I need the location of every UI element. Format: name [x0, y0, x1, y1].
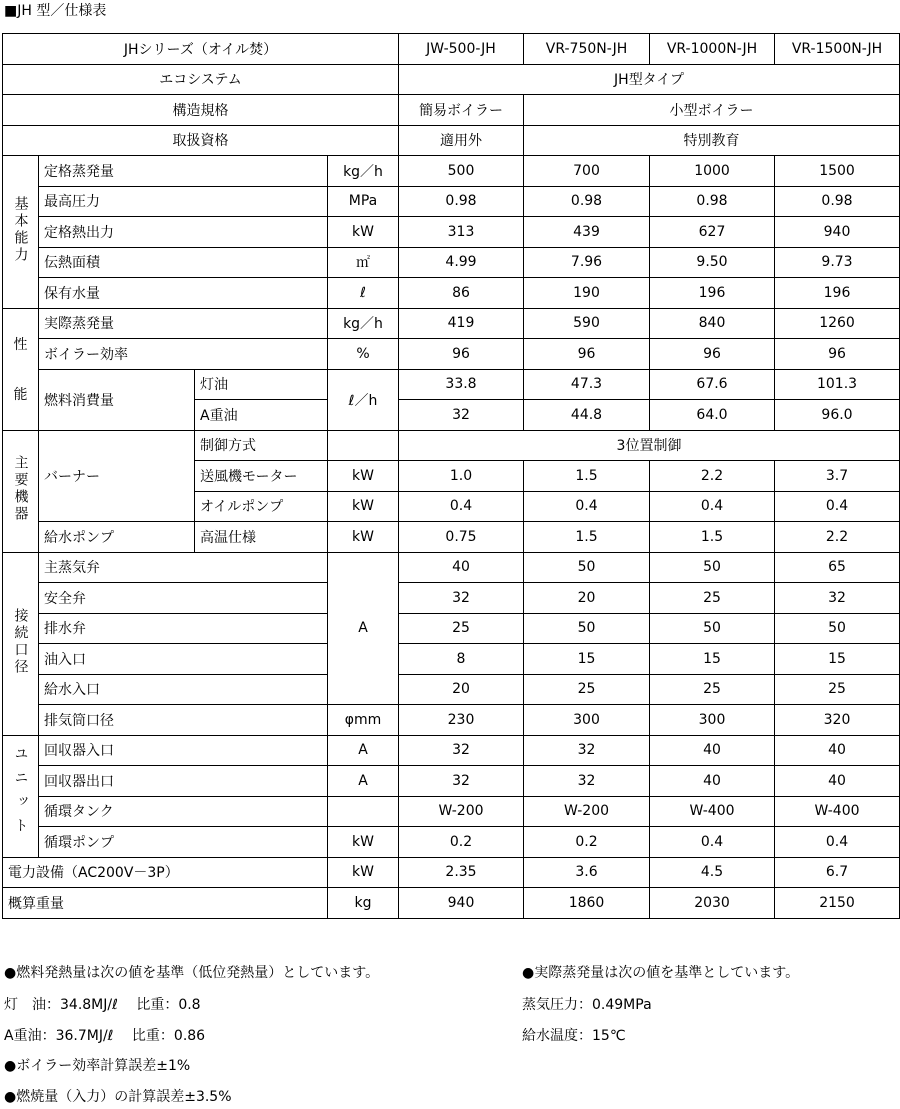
- cell-value: 50: [524, 613, 650, 644]
- cell-value: 2030: [650, 888, 775, 919]
- cell-value: 1000: [650, 156, 775, 187]
- row-label: 概算重量: [3, 888, 328, 919]
- cell-value: 419: [399, 308, 524, 339]
- cell-value: 15: [650, 644, 775, 675]
- row-label: 油入口: [39, 644, 328, 675]
- cell-value: W-400: [650, 796, 775, 827]
- group-text: 接続口径: [12, 607, 29, 676]
- cell-value: 1260: [775, 308, 900, 339]
- unit-cell: %: [328, 339, 399, 370]
- cell-value: 0.4: [650, 827, 775, 858]
- table-row: [3, 339, 900, 370]
- table-row: [3, 369, 900, 400]
- cell-value: 101.3: [775, 369, 900, 400]
- cell-value: 47.3: [524, 369, 650, 400]
- row-label: 排水弁: [39, 613, 328, 644]
- table-row: [3, 644, 900, 675]
- cell-value: 300: [524, 705, 650, 736]
- cell-value: 15: [775, 644, 900, 675]
- cell-value: 特別教育: [524, 125, 900, 156]
- cell-value: 32: [399, 735, 524, 766]
- cell-value: 96: [650, 339, 775, 370]
- table-row: [3, 552, 900, 583]
- cell-value: 32: [524, 735, 650, 766]
- cell-value: 20: [524, 583, 650, 614]
- sub-label: 制御方式: [195, 430, 328, 461]
- table-row: [3, 156, 900, 187]
- table-row: [3, 278, 900, 309]
- note-steam-pressure: 蒸気圧力：0.49MPa: [522, 997, 652, 1013]
- cell-value: 8: [399, 644, 524, 675]
- cell-value: 適用外: [399, 125, 524, 156]
- cell-value: 0.4: [524, 491, 650, 522]
- row-label: 電力設備（AC200V－3P）: [3, 857, 328, 888]
- table-row: [3, 888, 900, 919]
- cell-value: 700: [524, 156, 650, 187]
- cell-value: 96.0: [775, 400, 900, 431]
- cell-value: 32: [399, 766, 524, 797]
- cell-value: 2.2: [775, 522, 900, 553]
- unit-cell: A: [328, 766, 399, 797]
- unit-cell: kW: [328, 461, 399, 492]
- table-row: [3, 217, 900, 248]
- cell-value: 25: [524, 674, 650, 705]
- sub-label: A重油: [195, 400, 328, 431]
- cell-value: 6.7: [775, 857, 900, 888]
- unit-cell: kg／h: [328, 308, 399, 339]
- cell-value: 25: [775, 674, 900, 705]
- unit-cell: kW: [328, 491, 399, 522]
- cell-value: W-200: [399, 796, 524, 827]
- cell-value: 96: [775, 339, 900, 370]
- cell-value: 15: [524, 644, 650, 675]
- table-row: [3, 766, 900, 797]
- table-row: [3, 95, 900, 126]
- cell-value: 313: [399, 217, 524, 248]
- row-label: 安全弁: [39, 583, 328, 614]
- row-label: 循環タンク: [39, 796, 328, 827]
- row-label: 燃料消費量: [39, 369, 195, 430]
- group-label: [3, 156, 39, 309]
- cell-value: 33.8: [399, 369, 524, 400]
- cell-value: 64.0: [650, 400, 775, 431]
- cell-value: 96: [399, 339, 524, 370]
- cell-value: 44.8: [524, 400, 650, 431]
- cell-value: 0.4: [650, 491, 775, 522]
- cell-value: 9.73: [775, 247, 900, 278]
- cell-value: 25: [650, 674, 775, 705]
- series-label: JHシリーズ（オイル焚）: [3, 34, 399, 65]
- cell-value: W-200: [524, 796, 650, 827]
- cell-value: 0.75: [399, 522, 524, 553]
- cell-value: 32: [524, 766, 650, 797]
- row-label: バーナー: [39, 430, 195, 522]
- group-text: 基本能力: [12, 195, 29, 264]
- table-row: [3, 583, 900, 614]
- cell-value: 0.2: [524, 827, 650, 858]
- cell-value: 0.98: [399, 186, 524, 217]
- cell-value: 2150: [775, 888, 900, 919]
- note-fuel-basis: ●燃料発熱量は次の値を基準（低位発熱量）としています。: [4, 965, 380, 981]
- table-row: [3, 796, 900, 827]
- row-label: 回収器入口: [39, 735, 328, 766]
- cell-value: 25: [650, 583, 775, 614]
- unit-cell: A: [328, 735, 399, 766]
- table-row: [3, 522, 900, 553]
- note-heavy-oil: A重油：36.7MJ/ℓ 比重：0.86: [4, 1028, 206, 1044]
- cell-value: 67.6: [650, 369, 775, 400]
- page-title: ■JH 型／仕様表: [4, 3, 107, 19]
- unit-cell: kW: [328, 217, 399, 248]
- cell-value: 0.4: [399, 491, 524, 522]
- cell-value: 4.5: [650, 857, 775, 888]
- table-row: [3, 186, 900, 217]
- table-row: [3, 674, 900, 705]
- group-text: ユニット: [12, 746, 29, 842]
- cell-value: 439: [524, 217, 650, 248]
- cell-value: 25: [399, 613, 524, 644]
- cell-value: 1860: [524, 888, 650, 919]
- row-label: ボイラー効率: [39, 339, 328, 370]
- row-label: 保有水量: [39, 278, 328, 309]
- cell-value: 230: [399, 705, 524, 736]
- group-label: [3, 735, 39, 857]
- unit-cell: MPa: [328, 186, 399, 217]
- cell-value: 50: [650, 552, 775, 583]
- cell-value: 小型ボイラー: [524, 95, 900, 126]
- sub-label: 送風機モーター: [195, 461, 328, 492]
- spec-table: [2, 33, 900, 919]
- group-text: 性: [13, 337, 28, 353]
- cell-value: 9.50: [650, 247, 775, 278]
- group-text: 能: [13, 387, 28, 403]
- row-label: エコシステム: [3, 64, 399, 95]
- cell-value: 2.35: [399, 857, 524, 888]
- row-label: 構造規格: [3, 95, 399, 126]
- cell-value: 40: [650, 766, 775, 797]
- cell-value: 196: [650, 278, 775, 309]
- cell-value: 940: [399, 888, 524, 919]
- cell-value: 196: [775, 278, 900, 309]
- cell-value: 940: [775, 217, 900, 248]
- cell-value: 1.5: [524, 522, 650, 553]
- note-combustion-error: ●燃焼量（入力）の計算誤差±3.5%: [4, 1089, 232, 1105]
- row-label: 伝熱面積: [39, 247, 328, 278]
- sub-label: オイルポンプ: [195, 491, 328, 522]
- cell-value: 32: [775, 583, 900, 614]
- note-kerosene: 灯 油：34.8MJ/ℓ 比重：0.8: [4, 997, 201, 1013]
- table-row: [3, 125, 900, 156]
- row-label: 定格蒸発量: [39, 156, 328, 187]
- row-label: 排気筒口径: [39, 705, 328, 736]
- unit-cell: ℓ／h: [328, 369, 399, 430]
- cell-value: 40: [650, 735, 775, 766]
- cell-value: 7.96: [524, 247, 650, 278]
- cell-value: 0.2: [399, 827, 524, 858]
- cell-value: 20: [399, 674, 524, 705]
- cell-value: JH型タイプ: [399, 64, 900, 95]
- cell-value: 500: [399, 156, 524, 187]
- cell-value: 1.0: [399, 461, 524, 492]
- note-feedwater-temp: 給水温度：15℃: [522, 1028, 626, 1044]
- unit-cell: [328, 430, 399, 461]
- table-row: [3, 430, 900, 461]
- cell-value: 32: [399, 400, 524, 431]
- table-row: [3, 857, 900, 888]
- cell-value: 0.4: [775, 491, 900, 522]
- group-label: [3, 430, 39, 552]
- unit-cell: ℓ: [328, 278, 399, 309]
- model-name: VR-1500N-JH: [775, 34, 900, 65]
- row-label: 主蒸気弁: [39, 552, 328, 583]
- row-label: 給水入口: [39, 674, 328, 705]
- unit-cell: kg／h: [328, 156, 399, 187]
- unit-cell: kW: [328, 827, 399, 858]
- unit-cell: ㎡: [328, 247, 399, 278]
- cell-value: 50: [775, 613, 900, 644]
- sub-label: 灯油: [195, 369, 328, 400]
- cell-value: 3.7: [775, 461, 900, 492]
- cell-value: 50: [524, 552, 650, 583]
- cell-value: 40: [775, 735, 900, 766]
- cell-value: 300: [650, 705, 775, 736]
- cell-value: 1500: [775, 156, 900, 187]
- cell-value: 590: [524, 308, 650, 339]
- table-row: [3, 308, 900, 339]
- row-label: 定格熱出力: [39, 217, 328, 248]
- row-label: 最高圧力: [39, 186, 328, 217]
- table-row: [3, 64, 900, 95]
- cell-value: 簡易ボイラー: [399, 95, 524, 126]
- cell-value: 96: [524, 339, 650, 370]
- cell-value: 3位置制御: [399, 430, 900, 461]
- cell-value: 3.6: [524, 857, 650, 888]
- row-label: 実際蒸発量: [39, 308, 328, 339]
- table-row: [3, 827, 900, 858]
- sub-label: 高温仕様: [195, 522, 328, 553]
- cell-value: 32: [399, 583, 524, 614]
- row-label: 給水ポンプ: [39, 522, 195, 553]
- cell-value: 0.98: [650, 186, 775, 217]
- cell-value: 190: [524, 278, 650, 309]
- note-efficiency-error: ●ボイラー効率計算誤差±1%: [4, 1058, 191, 1074]
- table-row: [3, 613, 900, 644]
- cell-value: 40: [399, 552, 524, 583]
- group-text: 主要機器: [12, 455, 29, 523]
- cell-value: 0.4: [775, 827, 900, 858]
- unit-cell: kg: [328, 888, 399, 919]
- cell-value: 320: [775, 705, 900, 736]
- unit-cell: [328, 796, 399, 827]
- cell-value: 65: [775, 552, 900, 583]
- unit-cell: φmm: [328, 705, 399, 736]
- cell-value: 50: [650, 613, 775, 644]
- cell-value: 2.2: [650, 461, 775, 492]
- row-label: 取扱資格: [3, 125, 399, 156]
- table-row: [3, 705, 900, 736]
- unit-cell: kW: [328, 857, 399, 888]
- cell-value: 0.98: [775, 186, 900, 217]
- row-label: 回収器出口: [39, 766, 328, 797]
- row-label: 循環ポンプ: [39, 827, 328, 858]
- cell-value: 0.98: [524, 186, 650, 217]
- cell-value: 840: [650, 308, 775, 339]
- model-name: JW-500-JH: [399, 34, 524, 65]
- unit-cell: A: [328, 552, 399, 705]
- model-name: VR-750N-JH: [524, 34, 650, 65]
- cell-value: 627: [650, 217, 775, 248]
- table-row: [3, 247, 900, 278]
- table-row: [3, 735, 900, 766]
- cell-value: 86: [399, 278, 524, 309]
- cell-value: 1.5: [650, 522, 775, 553]
- model-name: VR-1000N-JH: [650, 34, 775, 65]
- group-label: [3, 552, 39, 735]
- cell-value: 40: [775, 766, 900, 797]
- cell-value: 1.5: [524, 461, 650, 492]
- cell-value: 4.99: [399, 247, 524, 278]
- note-evaporation-basis: ●実際蒸発量は次の値を基準としています。: [522, 965, 800, 981]
- group-label: [3, 308, 39, 430]
- table-row: [3, 34, 900, 65]
- cell-value: W-400: [775, 796, 900, 827]
- unit-cell: kW: [328, 522, 399, 553]
